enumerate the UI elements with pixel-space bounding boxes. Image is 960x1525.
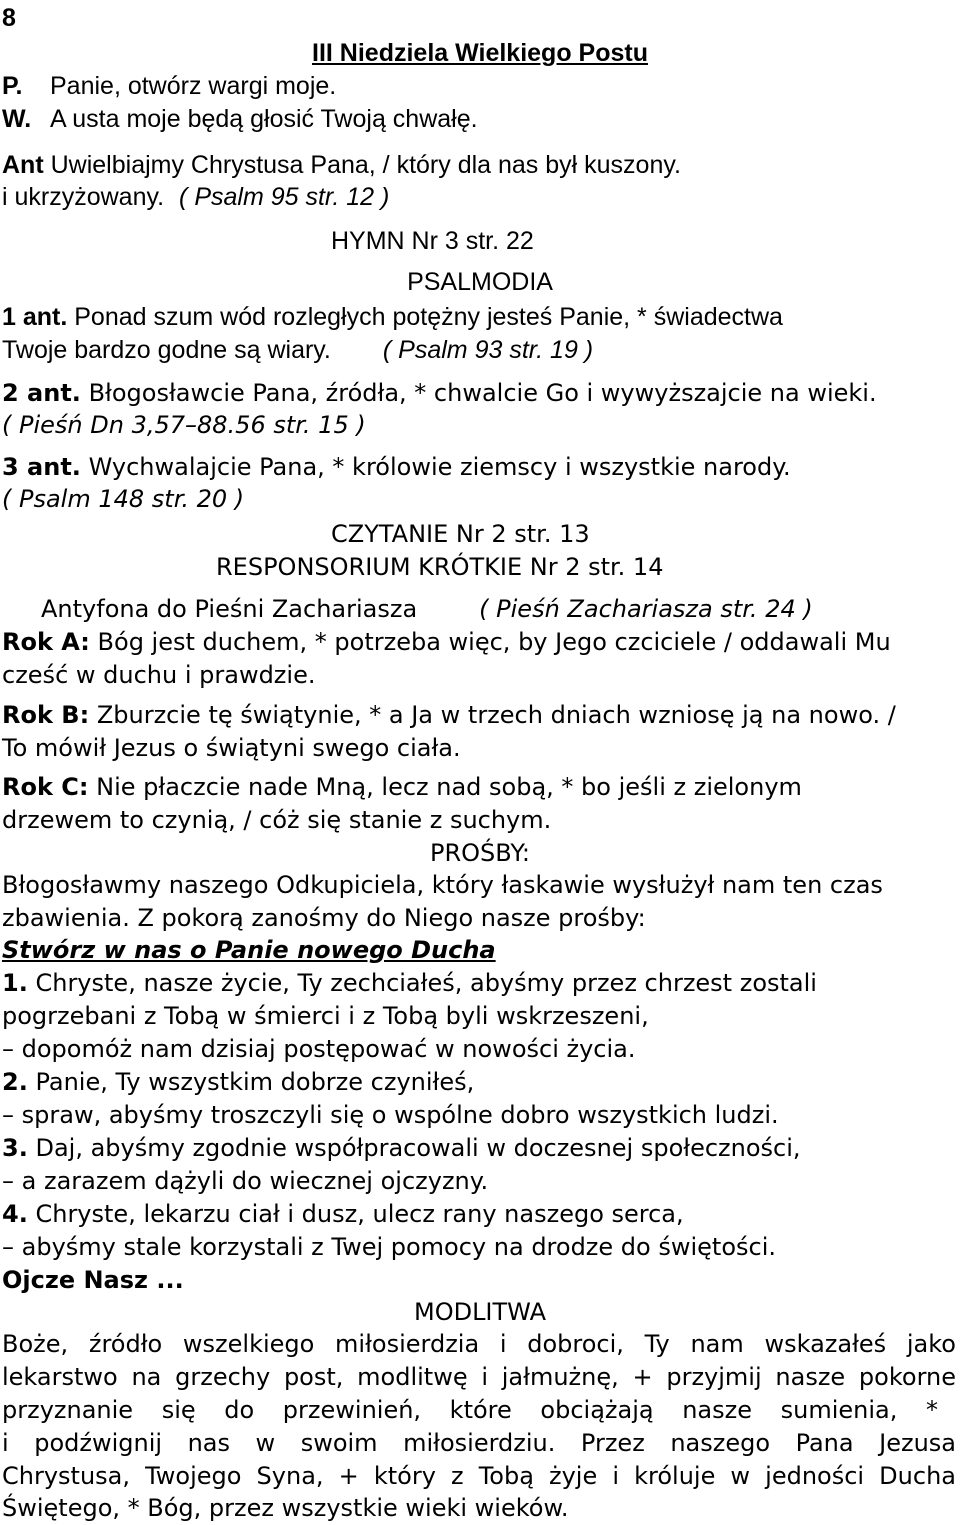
w-text: A usta moje będą głosić Twoją chwałę. xyxy=(50,105,478,133)
rok-b-text1: Zburzcie tę świątynie, * a Ja w trzech dniach wzniosę ją na nowo. / xyxy=(96,701,896,729)
ant1-text2: Twoje bardzo godne są wiary. xyxy=(2,336,331,364)
ant1-line1 xyxy=(2,305,783,330)
modlitwa-line-3: przyznanie się do przewinień, które obciążają nasze sumienia, * xyxy=(2,1396,938,1424)
prosby-intro1: Błogosławmy naszego Odkupiciela, który łaskawie wysłużył nam ten czas xyxy=(2,871,883,899)
rok-c-line2: drzewem to czynią, / cóż się stanie z suchym. xyxy=(2,806,552,834)
prosba-4-line1 xyxy=(2,1202,684,1226)
invitatory-text1: Uwielbiajmy Chrystusa Pana, / który dla nas był kuszony. xyxy=(50,151,681,179)
opening-w-line xyxy=(2,107,478,132)
czytanie-line: CZYTANIE Nr 2 str. 13 xyxy=(331,520,590,548)
prosba-1-text1: Chryste, nasze życie, Ty zechciałeś, abyśmy przez chrzest zostali xyxy=(35,969,817,997)
ant1-line2 xyxy=(2,338,593,363)
hymn-line: HYMN Nr 3 str. 22 xyxy=(331,227,534,255)
rok-a-text1: Bóg jest duchem, * potrzeba więc, by Jego czciciele / oddawali Mu xyxy=(97,628,891,656)
prosby-heading: PROŚBY: xyxy=(430,839,530,867)
invitatory-text2: i ukrzyżowany. xyxy=(2,183,165,211)
modlitwa-line-2: lekarstwo na grzechy post, modlitwę i jałmużnę, + przyjmij nasze pokorne xyxy=(2,1363,956,1391)
modlitwa-heading: MODLITWA xyxy=(413,1298,547,1326)
prosba-1-num: 1. xyxy=(2,969,28,997)
ant3-label: 3 ant. xyxy=(2,453,81,481)
prosba-2-text1: Panie, Ty wszystkim dobrze czyniłeś, xyxy=(35,1068,475,1096)
prosba-2-line1 xyxy=(2,1070,474,1094)
prosba-2-num: 2. xyxy=(2,1068,28,1096)
rok-b-label: Rok B: xyxy=(2,701,90,729)
modlitwa-line-1: Boże, źródło wszelkiego miłosierdzia i dobroci, Ty nam wskazałeś jako xyxy=(2,1330,956,1358)
rok-a-label: Rok A: xyxy=(2,628,90,656)
invitatory-line2 xyxy=(2,185,389,210)
ant3-line1 xyxy=(2,455,791,479)
ant3-ref: ( Psalm 148 str. 20 ) xyxy=(2,485,245,513)
rok-c-text1: Nie płaczcie nade Mną, lecz nad sobą, * bo jeśli z zielonym xyxy=(96,773,802,801)
ant1-text1: Ponad szum wód rozległych potężny jesteś Panie, * świadectwa xyxy=(74,303,783,331)
modlitwa-line-5: Chrystusa, Twojego Syna, + który z Tobą żyje i króluje w jedności Ducha xyxy=(2,1462,956,1490)
benedictus-label: Antyfona do Pieśni Zachariasza xyxy=(41,595,418,623)
rok-b-line1 xyxy=(2,703,896,727)
rok-c-label: Rok C: xyxy=(2,773,89,801)
ant2-line1 xyxy=(2,381,877,405)
prosba-3-line1 xyxy=(2,1136,801,1160)
prosba-4-line2: – abyśmy stale korzystali z Twej pomocy na drodze do świętości. xyxy=(2,1233,776,1261)
prosba-3-num: 3. xyxy=(2,1134,28,1162)
ant2-ref: ( Pieśń Dn 3,57–88.56 str. 15 ) xyxy=(2,411,366,439)
invitatory-label: Ant xyxy=(2,151,44,179)
rok-a-line1 xyxy=(2,630,891,654)
modlitwa-line-6: Świętego, * Bóg, przez wszystkie wieki wieków. xyxy=(2,1494,569,1522)
prosba-4-text1: Chryste, lekarzu ciał i dusz, ulecz rany naszego serca, xyxy=(35,1200,684,1228)
ant1-label: 1 ant. xyxy=(2,303,68,331)
ant2-label: 2 ant. xyxy=(2,379,81,407)
benedictus-antiphon-line xyxy=(41,597,813,621)
w-label: W. xyxy=(2,105,32,133)
invitatory-line1 xyxy=(2,153,681,178)
prosba-4-num: 4. xyxy=(2,1200,28,1228)
rok-a-line2: cześć w duchu i prawdzie. xyxy=(2,661,316,689)
prosba-1-line1 xyxy=(2,971,817,995)
prosba-1-line3: – dopomóż nam dzisiaj postępować w nowości życia. xyxy=(2,1035,636,1063)
psalmodia-heading: PSALMODIA xyxy=(407,268,553,296)
ant2-text1: Błogosławcie Pana, źródła, * chwalcie Go i wywyższajcie na wieki. xyxy=(88,379,877,407)
opening-p-line xyxy=(2,74,336,99)
prosby-response: Stwórz w nas o Panie nowego Ducha xyxy=(2,936,496,964)
benedictus-ref: ( Pieśń Zachariasza str. 24 ) xyxy=(479,595,813,623)
responsorium-line: RESPONSORIUM KRÓTKIE Nr 2 str. 14 xyxy=(216,553,664,581)
prosby-intro2: zbawienia. Z pokorą zanośmy do Niego nasze prośby: xyxy=(2,904,646,932)
p-text: Panie, otwórz wargi moje. xyxy=(50,72,337,100)
modlitwa-line-4: i podźwignij nas w swoim miłosierdziu. Przez naszego Pana Jezusa xyxy=(2,1429,956,1457)
prosba-3-line2: – a zarazem dążyli do wiecznej ojczyzny. xyxy=(2,1167,489,1195)
ojcze-nasz: Ojcze Nasz ... xyxy=(2,1266,184,1294)
invitatory-ref: ( Psalm 95 str. 12 ) xyxy=(179,183,390,211)
prosba-3-text1: Daj, abyśmy zgodnie współpracowali w doczesnej społeczności, xyxy=(35,1134,801,1162)
ant1-ref: ( Psalm 93 str. 19 ) xyxy=(382,336,594,364)
page-number: 8 xyxy=(2,4,16,32)
rok-b-line2: To mówił Jezus o świątyni swego ciała. xyxy=(2,734,461,762)
prosba-2-line2: – spraw, abyśmy troszczyli się o wspólne dobro wszystkich ludzi. xyxy=(2,1101,779,1129)
prosba-1-line2: pogrzebani z Tobą w śmierci i z Tobą byli wskrzeszeni, xyxy=(2,1002,649,1030)
ant3-text1: Wychwalajcie Pana, * królowie ziemscy i wszystkie narody. xyxy=(88,453,791,481)
p-label: P. xyxy=(2,72,23,100)
page-title: III Niedziela Wielkiego Postu xyxy=(312,39,648,67)
rok-c-line1 xyxy=(2,775,802,799)
